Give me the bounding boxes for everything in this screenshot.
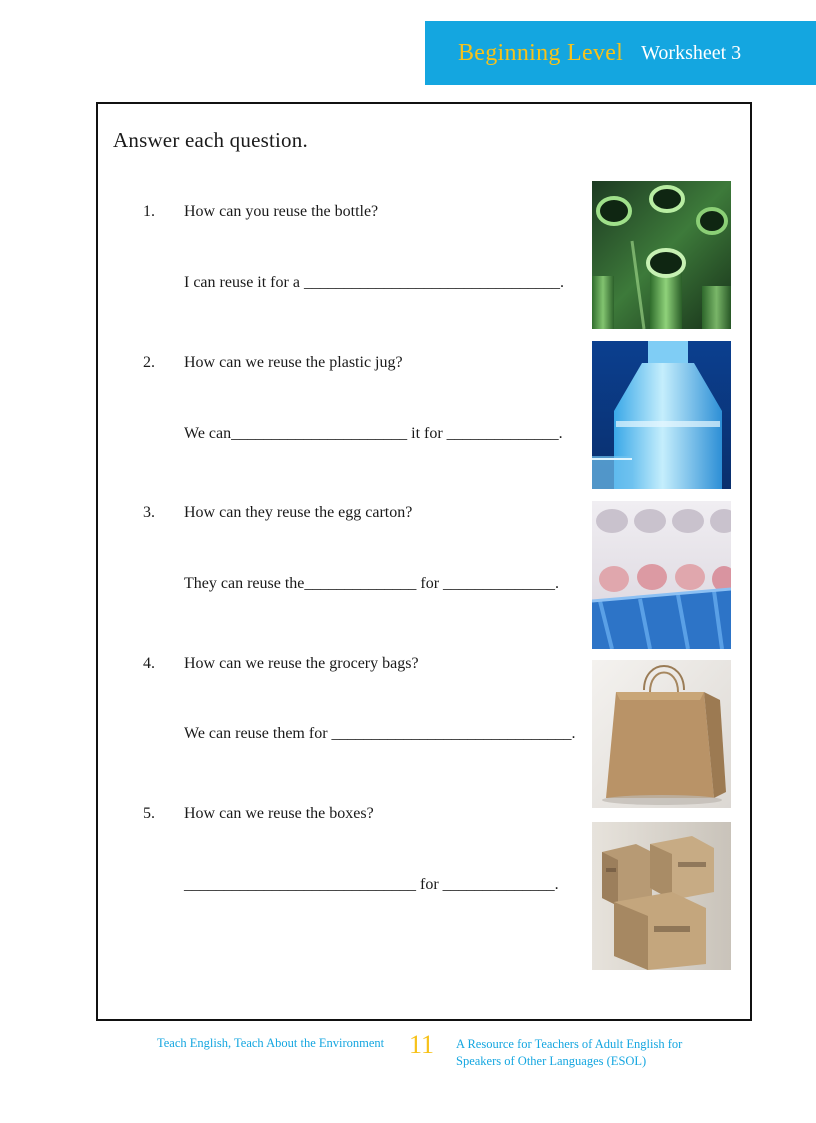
- footer-resource-line-2: Speakers of Other Languages (ESOL): [456, 1054, 647, 1068]
- answer-5-line: _____________________________ for ______________.: [184, 876, 559, 893]
- egg-carton-photo: [592, 501, 731, 649]
- answer-3-line: They can reuse the______________ for ______________.: [184, 575, 560, 592]
- boxes-photo: [592, 822, 731, 970]
- question-4-text: How can we reuse the grocery bags?: [184, 655, 419, 672]
- grocery-bag-photo: [592, 660, 731, 808]
- footer-series-title: Teach English, Teach About the Environment: [157, 1036, 385, 1050]
- question-3-number: 3.: [143, 504, 155, 521]
- worksheet-title: Worksheet 3: [641, 41, 742, 64]
- answer-2-line: We can______________________ it for ______________.: [184, 425, 563, 442]
- answer-1-line: I can reuse it for a ________________________________.: [184, 274, 564, 291]
- instruction-text: Answer each question.: [113, 128, 308, 152]
- glass-bottles-photo: [592, 181, 731, 329]
- plastic-jug-photo: [592, 341, 731, 489]
- question-4-number: 4.: [143, 655, 155, 672]
- page-number: 11: [409, 1030, 435, 1059]
- question-2-number: 2.: [143, 354, 155, 371]
- question-1-number: 1.: [143, 203, 155, 220]
- footer-resource-line-1: A Resource for Teachers of Adult English for: [456, 1037, 683, 1051]
- question-2-text: How can we reuse the plastic jug?: [184, 354, 403, 371]
- question-5-number: 5.: [143, 805, 155, 822]
- question-3-text: How can they reuse the egg carton?: [184, 504, 413, 521]
- question-1-text: How can you reuse the bottle?: [184, 203, 379, 220]
- question-5-text: How can we reuse the boxes?: [184, 805, 374, 822]
- header-banner: [425, 21, 816, 85]
- answer-4-line: We can reuse them for ______________________________.: [184, 725, 576, 742]
- level-title: Beginning Level: [458, 39, 624, 66]
- footer-resource-title: [456, 1036, 682, 1070]
